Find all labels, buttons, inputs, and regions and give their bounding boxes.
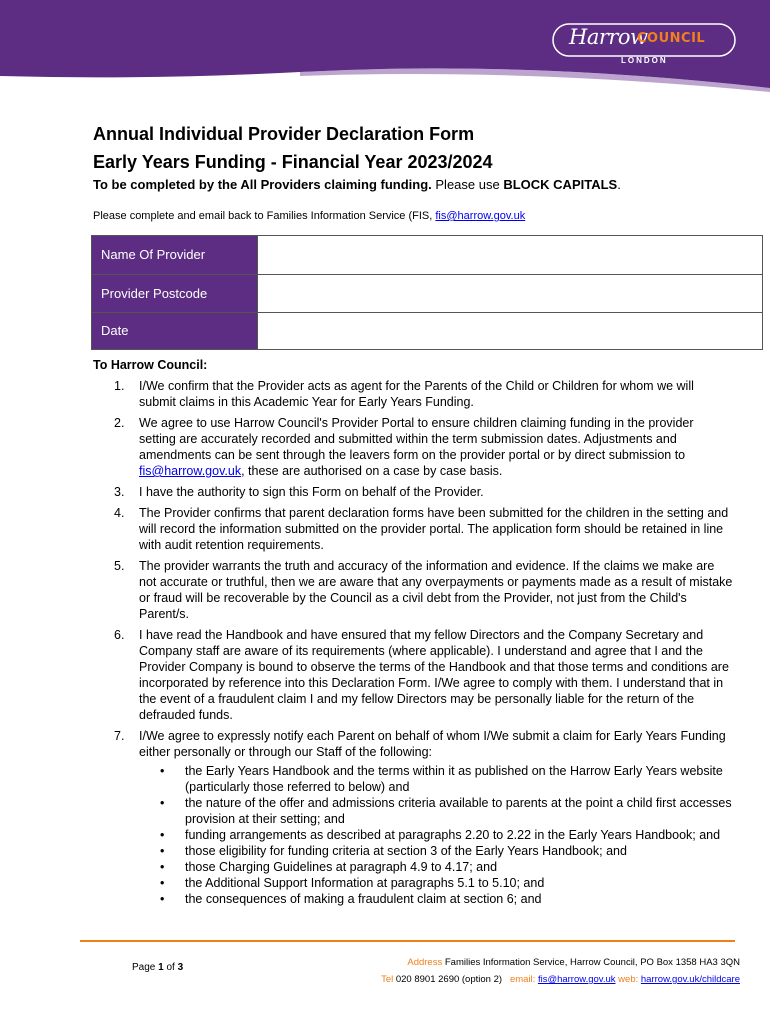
footer-email-link[interactable]: fis@harrow.gov.uk [537,974,616,985]
footer-address: Address Families Information Service, Harrow Council, PO Box 1358 HA3 3QN [407,957,740,968]
instructions-part2: Please use [435,177,500,192]
footer-contact [381,954,740,988]
fis-email-link[interactable]: fis@harrow.gov.uk [139,464,242,478]
form-title: Annual Individual Provider Declaration Form [93,124,475,144]
footer-contacts-line: Tel 020 8901 2690 (option 2) email: fis@harrow.gov.uk web: harrow.gov.uk/childcare [381,974,740,985]
instructions-part3: BLOCK CAPITALS [503,177,618,192]
fis-email-link[interactable]: fis@harrow.gov.uk [435,210,526,222]
list-item: 6. I have read the Handbook and have ensured that my fellow Directors and the Company Secretary and Company staff are aware of its requirements (where applicable). I understand and agree that I and the Provider Company is bound to observe the terms of the Handbook and that those terms and conditions are incorporated by reference into this Declaration Form. I/We agree to comply with them. I understand that in the event of a fraudulent claim I and my fellow Directors may be personally liable for the return of the defrauded funds. [114,628,729,722]
list-item: 7. I/We agree to expressly notify each Parent on behalf of whom I/We submit a claim for Early Years Funding either personally or through our Staff of the following: • the Early Years Handbook and the terms within it as published on the Harrow Early Years website (particularly those referred to below) and • the nature of the offer and admissions criteria available to parents at the point a child first accesses provision at their setting; and • funding arrangements as described at paragraphs 2.20 to 2.22 in the Early Years Handbook; and • those eligibility for funding criteria at section 3 of the Early Years Handbook; and • those Charging Guidelines at paragraph 4.9 to 4.17; and • the Additional Support Information at paragraphs 5.1 to 5.10; and • the consequences of making a fraudulent claim at section 6; and [114,729,732,906]
list-item: 1. I/We confirm that the Provider acts as agent for the Parents of the Child or Children for whom we will submit claims in this Academic Year for Early Years Funding. [114,379,694,409]
instructions [93,177,693,193]
logo-council-text: COUNCIL [637,31,706,46]
bullet-item: • those Charging Guidelines at paragraph 4.9 to 4.17; and [160,860,498,874]
bullet-item: • those eligibility for funding criteria at section 3 of the Early Years Handbook; and [160,844,627,858]
instructions-part1: To be completed by the All Providers claiming funding. [93,177,432,192]
name-label: Name Of Provider [92,236,257,274]
bullet-item: • the nature of the offer and admissions criteria available to parents at the point a child first accesses provision at their setting; and [160,796,732,826]
email-instruction [93,210,525,222]
page-header [0,0,770,92]
form-subtitle: Early Years Funding - Financial Year 2023/2024 [93,152,493,172]
logo-harrow-text: Harrow [569,25,648,49]
page-number: Page 1 of 3 [132,962,184,973]
notification-bullets [139,763,733,907]
name-row [92,236,762,274]
date-field[interactable] [257,313,762,349]
bullet-item: • the Early Years Handbook and the terms within it as published on the Harrow Early Years website (particularly those referred to below) and [160,764,723,794]
date-row [92,313,762,349]
list-item: 3. I have the authority to sign this Form on behalf of the Provider. [114,485,484,499]
footer-web-link[interactable]: harrow.gov.uk/childcare [640,974,740,985]
provider-postcode-field[interactable] [257,275,762,312]
declaration-list [93,378,733,912]
name-of-provider-field[interactable] [257,236,762,274]
footer-divider [80,940,735,942]
date-label: Date [92,313,257,349]
email-instruction-text: Please complete and email back to Families Information Service (FIS, [93,210,433,222]
logo-london-text: LONDON [621,56,668,65]
postcode-label: Provider Postcode [92,275,257,312]
bullet-item: • funding arrangements as described at paragraphs 2.20 to 2.22 in the Early Years Handbook; and [160,828,721,842]
list-item: 2. We agree to use Harrow Council's Provider Portal to ensure children claiming funding in the provider setting are accurately recorded and submitted within the term submission dates. Adjustments and amendments can be sent through the leavers form on the provider portal or by direct submission to fis@harrow.gov.uk, these are authorised on a case by case basis. [114,416,694,478]
list-item: 4. The Provider confirms that parent declaration forms have been submitted for the children in the setting and will record the information submitted on the provider portal. The application form should be retained in line with audit retention requirements. [114,506,729,552]
list-item: 5. The provider warrants the truth and accuracy of the information and evidence. If the claims we make are not accurate or truthful, then we are aware that any overpayments or payments made as a result of mistake or fraud will be recoverable by the Council as a civil debt from the Provider, not just from the Child's Parent/s. [114,559,733,621]
addressee: To Harrow Council: [93,358,208,372]
postcode-row [92,275,762,312]
provider-details-table [91,235,763,350]
bullet-item: • the Additional Support Information at paragraphs 5.1 to 5.10; and [160,876,545,890]
harrow-council-logo [551,22,737,66]
instructions-part4: . [617,177,621,192]
bullet-item: • the consequences of making a fraudulent claim at section 6; and [160,892,542,906]
